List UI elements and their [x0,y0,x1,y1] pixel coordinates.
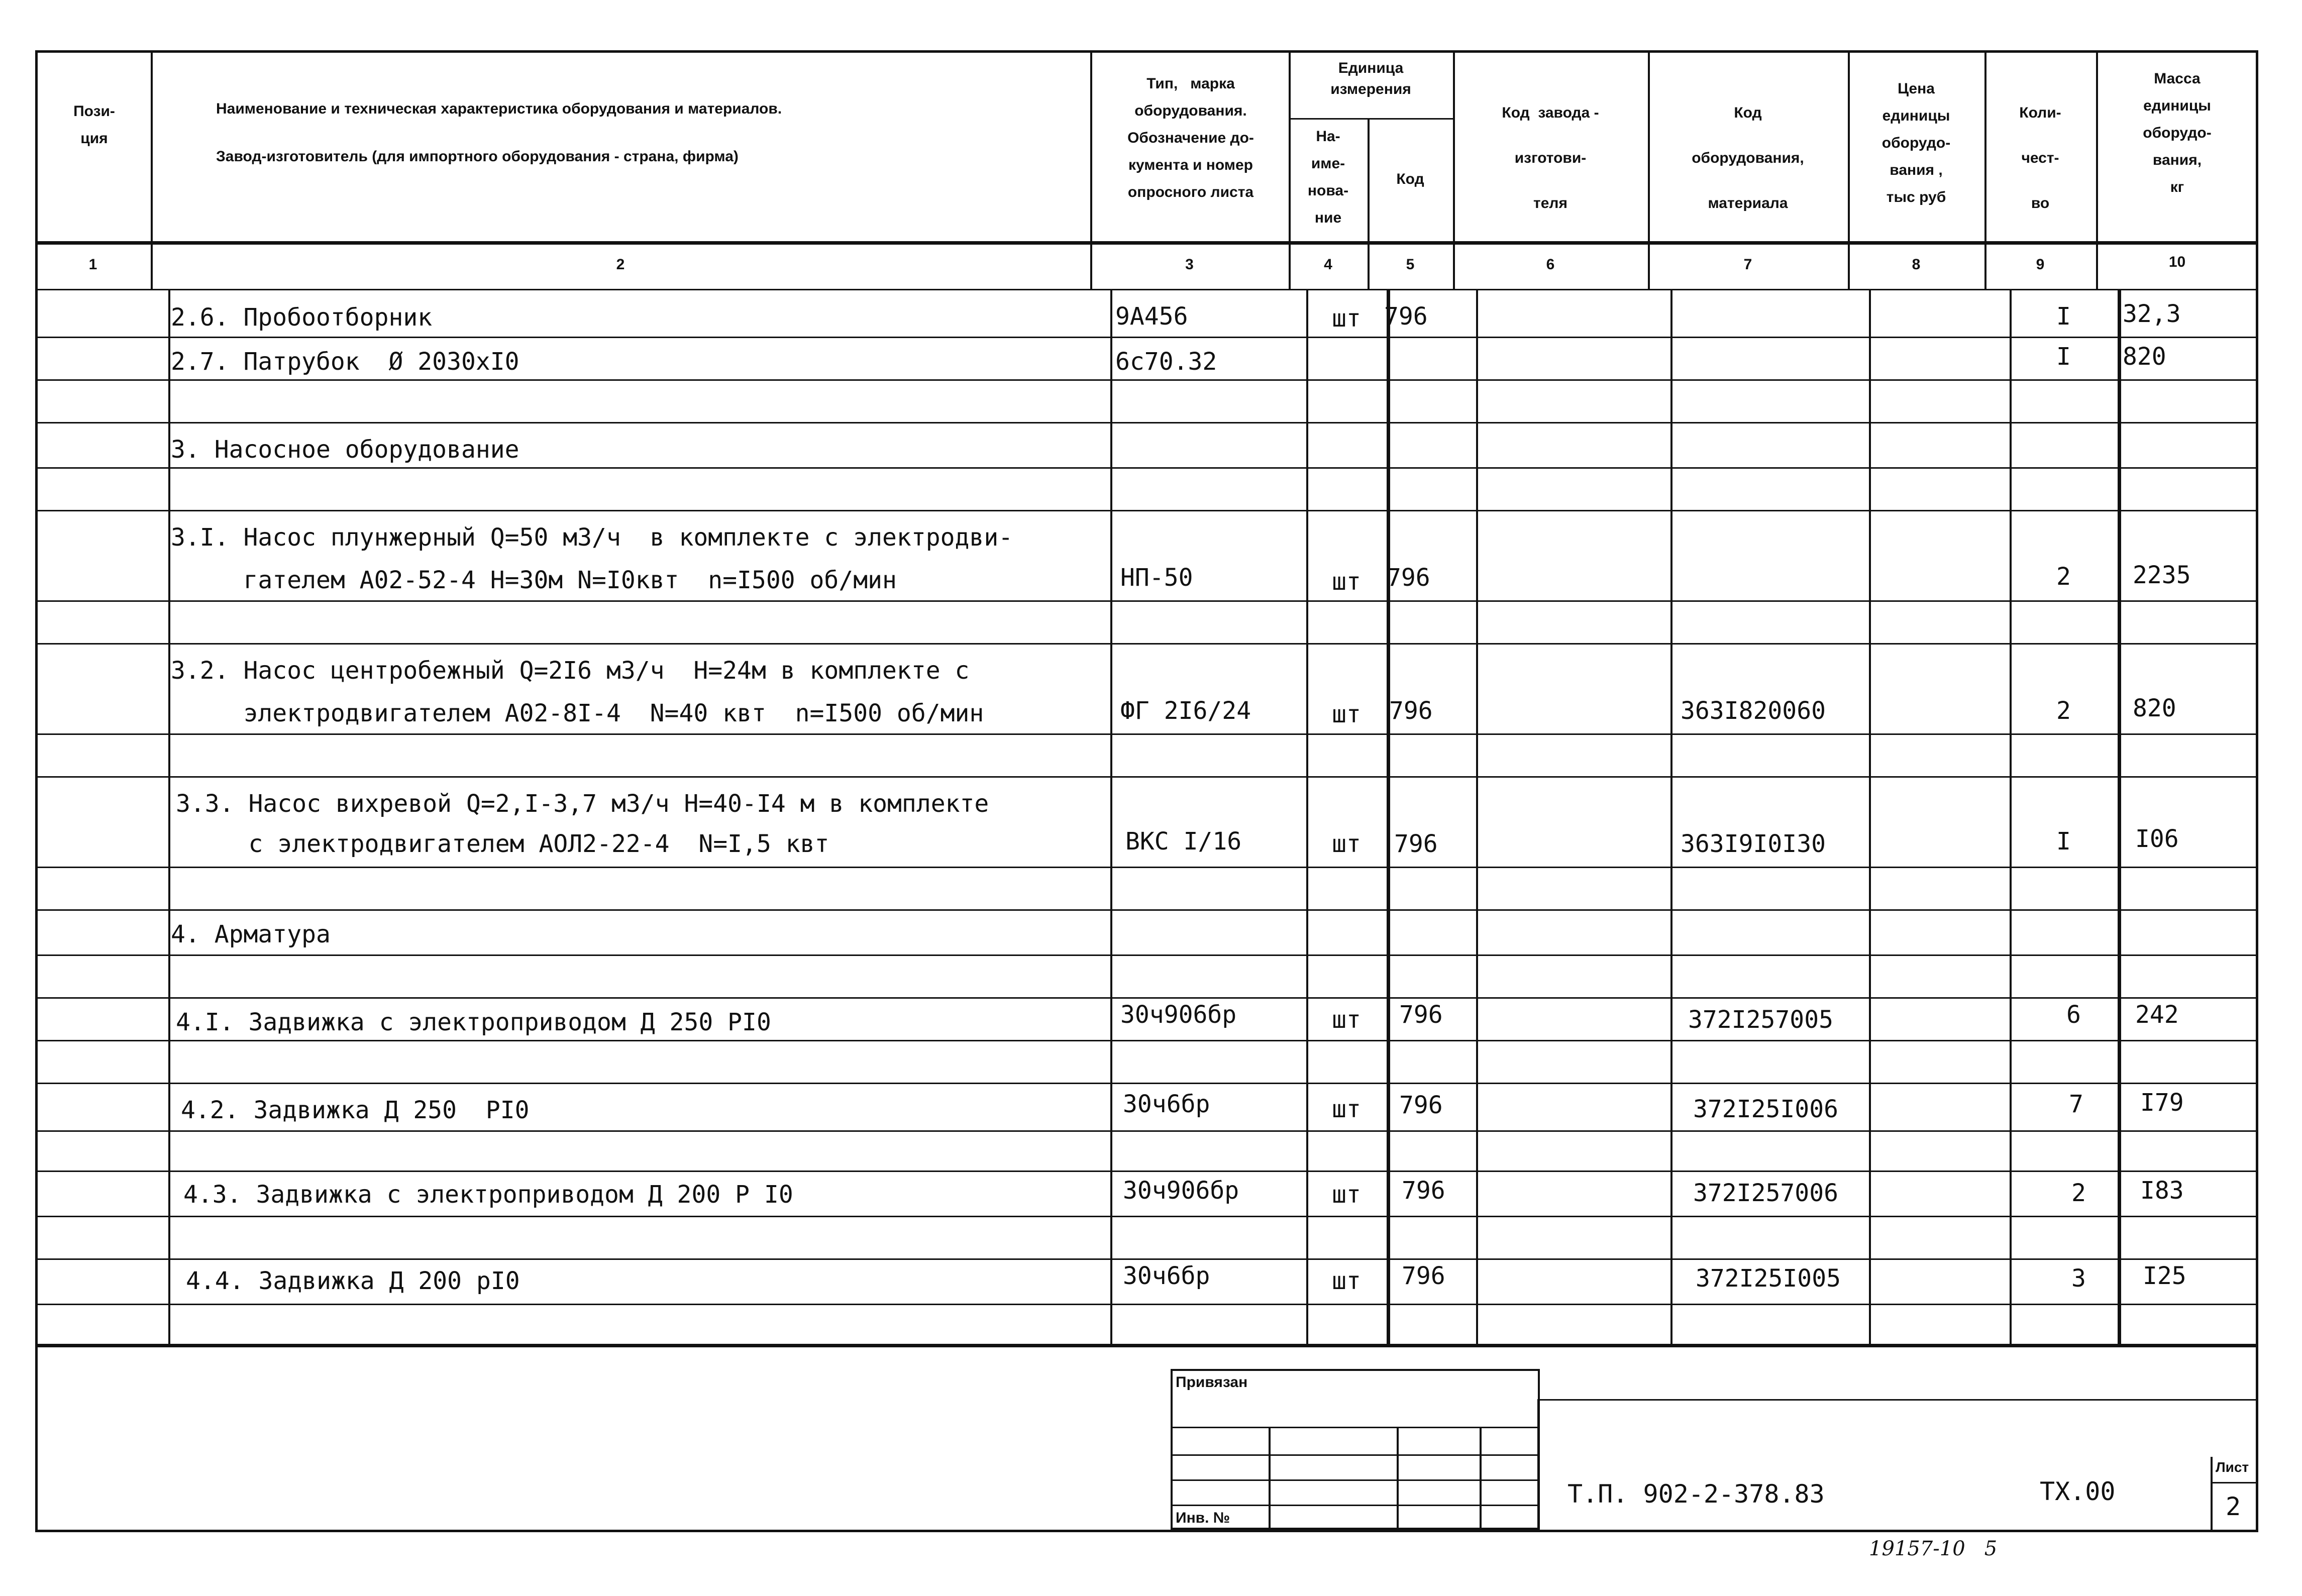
item-type: 30ч6бр [1123,1262,1210,1290]
doc-code: Т.П. 902-2-378.83 [1567,1479,1825,1509]
item-unit-code: 796 [1399,1091,1443,1119]
col-line-2 [1090,50,1092,289]
item-quantity: 6 [2066,1001,2081,1029]
row-line [35,1258,2258,1260]
item-unit: шт [1332,1181,1361,1209]
header-name-line2: Завод-изготовитель (для импортного оборудования - страна, фирма) [216,148,739,165]
header-unit: Единица измерения [1330,60,1411,97]
stamp-sheet-hline [2211,1482,2258,1483]
bound-col [1269,1427,1271,1530]
item-type: 6с70.32 [1115,348,1217,376]
item-type: 30ч906бр [1123,1177,1239,1205]
row-line [35,643,2258,645]
item-equipment-code: 372I25I006 [1693,1095,1838,1123]
item-quantity: 7 [2069,1090,2083,1118]
item-unit-code: 796 [1402,1177,1445,1205]
body-line-7 [1869,289,1871,1344]
item-name: 3.2. Насос центробежный Q=2I6 м3/ч Н=24м в комплекте с [171,657,970,685]
item-mass: 820 [2133,694,2176,722]
bound-col [1480,1427,1482,1530]
row-line [35,867,2258,868]
row-line [35,1083,2258,1084]
item-mass: 820 [2123,343,2166,371]
item-type: 30ч906бр [1120,1001,1237,1029]
body-line-1 [168,289,170,1344]
item-type: 9А456 [1115,302,1188,331]
row-line [35,909,2258,911]
footer-note: 19157-10 5 [1869,1537,1998,1560]
col-line-1 [151,50,153,289]
row-line [35,954,2258,956]
item-quantity: 2 [2056,563,2071,591]
section-title: 4. Арматура [171,920,331,948]
item-name-cont: электродвигателем А02-8I-4 N=40 квт n=I500 об/мин [171,699,984,727]
row-line [35,776,2258,778]
column-number: 1 [88,256,97,273]
bound-col [1397,1427,1399,1530]
item-name: 3.3. Насос вихревой Q=2,I-3,7 м3/ч Н=40-I4 м в комплекте [176,790,989,818]
item-quantity: 2 [2056,697,2071,725]
row-line [35,1304,2258,1305]
header-factory-code: Код завода - изготови- теля [1502,104,1599,211]
item-equipment-code: 372I257006 [1693,1179,1838,1207]
item-quantity: I [2056,343,2071,371]
item-quantity: I [2056,827,2071,856]
item-name: 4.3. Задвижка с электроприводом Д 200 Р I0 [183,1181,793,1209]
item-equipment-code: 363I9I0I30 [1681,830,1826,858]
body-line-4 [1387,289,1390,1344]
item-quantity: 3 [2071,1264,2086,1293]
item-unit-code: 796 [1402,1262,1445,1290]
item-mass: 2235 [2133,561,2191,589]
item-unit: шт [1332,830,1361,858]
header-equipment-code: Код оборудования, материала [1692,104,1804,211]
row-line [35,422,2258,423]
item-name: 2.7. Патрубок Ø 2030хI0 [171,348,519,376]
item-type: ФГ 2I6/24 [1120,697,1251,725]
row-line [35,997,2258,999]
inv-label: Инв. № [1176,1510,1230,1526]
row-line [35,1130,2258,1132]
colnum-bottom-line [35,289,2258,290]
row-line [35,467,2258,469]
item-unit-code: 796 [1399,1001,1443,1029]
row-line [35,510,2258,511]
item-unit-code: 796 [1384,302,1428,331]
bound-row [1171,1505,1540,1506]
bound-label: Привязан [1176,1374,1248,1391]
body-line-8 [2010,289,2012,1344]
section-title: 3. Насосное оборудование [171,436,519,464]
item-unit: шт [1332,568,1361,596]
body-line-5 [1476,289,1478,1344]
item-name: 2.6. Пробоотборник [171,303,433,332]
item-unit-code: 796 [1394,830,1438,858]
item-mass: I06 [2135,825,2179,853]
item-unit-code: 796 [1389,697,1433,725]
row-line [35,1171,2258,1172]
column-number: 2 [616,256,625,273]
item-type: ВКС I/16 [1125,827,1242,856]
column-number: 9 [2036,256,2045,273]
item-equipment-code: 363I820060 [1681,697,1826,725]
row-line [35,600,2258,602]
table-bottom-line [35,1344,2258,1347]
item-name: 4.I. Задвижка с электроприводом Д 250 РI0 [176,1008,771,1036]
bound-row [1171,1479,1540,1481]
row-line [35,1040,2258,1041]
item-mass: 242 [2135,1001,2179,1029]
column-number: 4 [1324,256,1332,273]
row-line [35,337,2258,338]
section-code: ТХ.00 [2040,1477,2116,1506]
item-equipment-code: 372I25I005 [1696,1264,1841,1293]
item-quantity: I [2056,302,2071,331]
header-quantity: Коли- чест- во [2019,104,2061,211]
item-equipment-code: 372I257005 [1688,1006,1833,1034]
header-position: Пози- ция [73,103,115,147]
item-mass: I79 [2140,1089,2184,1117]
column-number: 7 [1743,256,1752,273]
stamp-top-line [1537,1399,2258,1401]
sheet-number: 2 [2226,1492,2241,1521]
header-bottom-line [35,241,2258,245]
row-line [35,1216,2258,1217]
header-mass: Масса единицы оборудо- вания, кг [2143,70,2212,195]
header-unit-code: Код [1396,171,1424,187]
column-number: 3 [1185,256,1194,273]
column-number: 5 [1406,256,1415,273]
item-unit-code: 796 [1387,564,1430,592]
body-line-2 [1110,289,1112,1344]
column-number: 10 [2168,254,2186,270]
column-number: 6 [1546,256,1555,273]
item-type: 30ч6бр [1123,1090,1210,1118]
stamp-sheet-line [2211,1457,2213,1532]
item-name-cont: с электродвигателем АОЛ2-22-4 N=I,5 квт [176,830,829,858]
header-name-line1: Наименование и техническая характеристика оборудования и материалов. [216,100,782,117]
bound-row [1171,1427,1540,1428]
item-type: НП-50 [1120,564,1193,592]
row-line [35,733,2258,735]
item-unit: шт [1332,1267,1361,1295]
item-name: 4.2. Задвижка Д 250 РI0 [181,1096,530,1124]
item-quantity: 2 [2071,1179,2086,1207]
item-mass: I83 [2140,1177,2184,1205]
row-line [35,379,2258,381]
item-unit: шт [1332,700,1361,728]
sheet-label: Лист [2216,1459,2249,1475]
bound-row [1171,1454,1540,1456]
item-name-cont: гателем А02-52-4 Н=30м N=I0квт n=I500 об/мин [171,566,897,594]
item-unit: шт [1332,1006,1361,1034]
item-unit: шт [1332,1095,1361,1123]
header-unit-name: На- име- нова- ние [1307,128,1349,226]
unit-sub-line [1289,118,1453,120]
header-type: Тип, марка оборудования. Обозначение до- кумента и номер опросного листа [1127,75,1254,200]
header-price: Цена единицы оборудо- вания , тыс руб [1881,80,1951,205]
item-name: 4.4. Задвижка Д 200 рI0 [186,1267,520,1295]
item-unit: шт [1332,304,1361,333]
item-mass: 32,3 [2123,300,2181,328]
item-mass: I25 [2143,1262,2186,1290]
column-number: 8 [1912,256,1921,273]
item-name: 3.I. Насос плунжерный Q=50 м3/ч в комплекте с электродви- [171,523,1013,552]
body-line-6 [1670,289,1672,1344]
